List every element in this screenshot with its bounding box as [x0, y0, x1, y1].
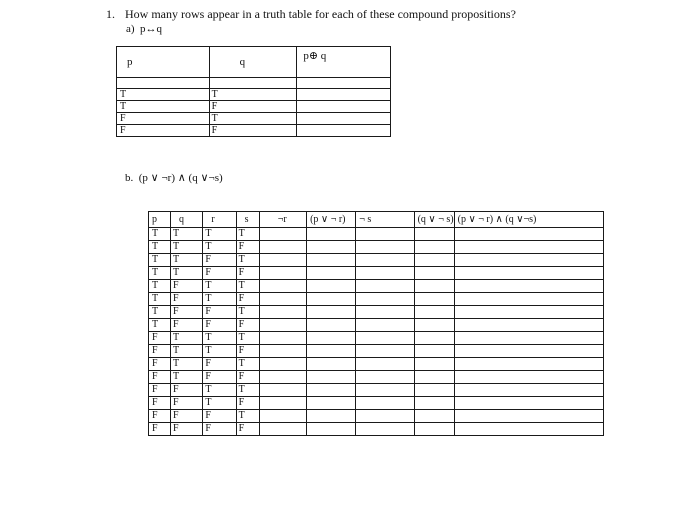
table-b-cell: T	[170, 241, 202, 254]
table-b-cell	[259, 267, 306, 280]
table-b-cell	[259, 241, 306, 254]
table-b-cell	[414, 228, 454, 241]
table-b-cell: T	[203, 384, 236, 397]
table-b-cell	[414, 345, 454, 358]
table-b-cell: F	[236, 345, 259, 358]
table-a-spacer-cell	[297, 78, 391, 89]
table-a-spacer-row	[117, 78, 391, 89]
table-b-header-cell: (q ∨ ¬ s)	[414, 212, 454, 228]
table-b-cell	[454, 423, 603, 436]
table-b-cell: T	[203, 241, 236, 254]
table-b-cell	[259, 410, 306, 423]
table-b-header-cell: ¬r	[259, 212, 306, 228]
table-b-cell	[259, 384, 306, 397]
table-b-cell: F	[236, 293, 259, 306]
table-b-cell	[454, 345, 603, 358]
table-b-cell	[307, 410, 356, 423]
table-b-cell	[356, 371, 414, 384]
table-b-cell	[414, 384, 454, 397]
table-b-cell	[356, 280, 414, 293]
table-b-cell	[356, 345, 414, 358]
table-b-row	[149, 371, 604, 384]
table-a-cell: F	[209, 101, 297, 113]
table-b-cell: F	[170, 397, 202, 410]
table-b-cell: F	[170, 423, 202, 436]
table-b-cell: F	[149, 423, 171, 436]
table-b-cell	[414, 241, 454, 254]
table-b-cell	[356, 306, 414, 319]
table-b-cell: F	[149, 397, 171, 410]
question-text: How many rows appear in a truth table for each of these compound propositions?	[125, 7, 516, 21]
table-b-cell	[259, 293, 306, 306]
table-b-header-cell: p	[149, 212, 171, 228]
table-b-cell	[414, 306, 454, 319]
table-b-cell	[414, 319, 454, 332]
table-a-spacer-cell	[117, 78, 210, 89]
table-b-cell	[454, 358, 603, 371]
table-b-cell: F	[236, 319, 259, 332]
table-a-row	[117, 101, 391, 113]
table-b-cell: F	[170, 410, 202, 423]
table-b-cell: T	[149, 293, 171, 306]
table-b-cell: T	[203, 280, 236, 293]
table-b-cell	[356, 241, 414, 254]
table-a-header-cell: p	[117, 47, 210, 78]
table-b-cell	[356, 254, 414, 267]
table-b-cell: F	[149, 410, 171, 423]
table-b-cell: T	[170, 267, 202, 280]
table-b-cell: F	[203, 410, 236, 423]
table-b-cell: F	[203, 423, 236, 436]
table-b-cell	[414, 280, 454, 293]
table-b-cell	[356, 384, 414, 397]
part-a-proposition: p↔q	[140, 23, 163, 35]
table-b-cell	[259, 306, 306, 319]
part-a-label: a)	[126, 23, 135, 35]
table-b-cell	[454, 280, 603, 293]
table-b-cell	[414, 267, 454, 280]
table-b-header-cell: q	[170, 212, 202, 228]
table-b-row	[149, 423, 604, 436]
table-a-cell: T	[209, 89, 297, 101]
table-b-cell: T	[236, 358, 259, 371]
table-b-cell	[414, 410, 454, 423]
table-b-header-cell: r	[203, 212, 236, 228]
table-b-cell: F	[203, 267, 236, 280]
table-a-cell: T	[117, 101, 210, 113]
truth-table-a	[116, 46, 391, 137]
table-b-cell: F	[236, 423, 259, 436]
table-a-cell: F	[209, 125, 297, 137]
table-b-cell: T	[149, 319, 171, 332]
table-b-cell: T	[170, 332, 202, 345]
table-b-cell	[454, 228, 603, 241]
table-b-cell: T	[203, 345, 236, 358]
table-b-cell: F	[149, 345, 171, 358]
table-b-row	[149, 384, 604, 397]
table-b-cell: T	[236, 306, 259, 319]
table-b-row	[149, 397, 604, 410]
table-b-cell	[454, 241, 603, 254]
table-b-cell	[259, 371, 306, 384]
table-b-cell: F	[236, 371, 259, 384]
table-b-cell: T	[149, 267, 171, 280]
table-b-row	[149, 358, 604, 371]
table-b-cell	[454, 384, 603, 397]
table-b-cell: T	[236, 384, 259, 397]
table-b-cell	[454, 410, 603, 423]
table-b-cell: T	[149, 306, 171, 319]
table-b-cell	[356, 319, 414, 332]
table-b-cell: T	[149, 228, 171, 241]
table-b-cell: F	[170, 306, 202, 319]
table-b-row	[149, 280, 604, 293]
table-b-header-row	[149, 212, 604, 228]
table-b-cell: T	[236, 332, 259, 345]
question-line	[106, 7, 516, 22]
table-b-cell	[454, 306, 603, 319]
table-b-cell: T	[149, 254, 171, 267]
table-a-cell: F	[117, 113, 210, 125]
table-b-cell	[454, 397, 603, 410]
table-a-cell	[297, 125, 391, 137]
table-a-row	[117, 89, 391, 101]
table-b-cell	[307, 332, 356, 345]
table-b-cell: F	[149, 384, 171, 397]
table-b-cell: F	[170, 293, 202, 306]
table-b-cell	[356, 332, 414, 345]
table-b-row	[149, 254, 604, 267]
table-b-cell	[259, 358, 306, 371]
table-b-cell	[307, 228, 356, 241]
table-b-header-cell: (p ∨ ¬ r)	[307, 212, 356, 228]
table-b-cell: F	[236, 397, 259, 410]
table-b-cell	[307, 423, 356, 436]
table-b-cell: T	[170, 228, 202, 241]
table-b-cell	[259, 319, 306, 332]
table-b-cell	[259, 280, 306, 293]
table-b-cell	[259, 397, 306, 410]
table-a-cell	[297, 101, 391, 113]
table-b-cell	[454, 332, 603, 345]
table-b-cell: F	[203, 358, 236, 371]
table-b-cell: T	[170, 345, 202, 358]
table-b-cell	[307, 306, 356, 319]
table-b-cell: T	[149, 280, 171, 293]
table-b-cell	[356, 228, 414, 241]
part-a-heading	[126, 23, 162, 35]
table-b-cell: T	[170, 371, 202, 384]
table-b-cell: F	[170, 384, 202, 397]
table-b-cell: F	[203, 319, 236, 332]
table-b-cell: T	[203, 397, 236, 410]
table-b-cell	[307, 280, 356, 293]
table-a-row	[117, 125, 391, 137]
table-a-cell	[297, 89, 391, 101]
table-b-cell	[356, 267, 414, 280]
table-b-row	[149, 293, 604, 306]
table-b-cell	[414, 397, 454, 410]
table-b-cell	[259, 228, 306, 241]
table-b-cell	[259, 345, 306, 358]
table-b-cell	[356, 423, 414, 436]
table-b-cell	[454, 371, 603, 384]
table-b-cell: F	[149, 371, 171, 384]
table-b-cell	[356, 397, 414, 410]
part-b-heading	[125, 171, 223, 184]
table-b-cell: F	[170, 319, 202, 332]
table-b-cell	[356, 410, 414, 423]
table-b-cell	[307, 319, 356, 332]
table-b-cell: T	[203, 228, 236, 241]
table-b-cell	[259, 332, 306, 345]
question-number: 1.	[106, 7, 115, 21]
table-b-cell	[307, 397, 356, 410]
table-b-cell: T	[203, 332, 236, 345]
table-a-spacer-cell	[209, 78, 297, 89]
table-b-cell	[414, 254, 454, 267]
table-b-cell: F	[149, 358, 171, 371]
table-b-cell	[307, 254, 356, 267]
table-b-header-cell: s	[236, 212, 259, 228]
table-b-cell: T	[236, 228, 259, 241]
table-b-cell	[356, 293, 414, 306]
table-b-cell: F	[236, 267, 259, 280]
table-a-cell	[297, 113, 391, 125]
truth-table-b	[148, 211, 604, 436]
table-b-cell	[307, 371, 356, 384]
table-b-cell	[307, 267, 356, 280]
table-b-cell: F	[149, 332, 171, 345]
table-b-cell: F	[203, 371, 236, 384]
table-b-row	[149, 267, 604, 280]
table-b-cell	[414, 371, 454, 384]
table-b-cell	[307, 345, 356, 358]
table-b-cell: F	[203, 254, 236, 267]
table-a-header-cell: q	[209, 47, 297, 78]
table-b-header-cell: ¬ s	[356, 212, 414, 228]
table-a-cell: F	[117, 125, 210, 137]
table-b-row	[149, 345, 604, 358]
table-b-cell	[454, 254, 603, 267]
table-a-cell: T	[209, 113, 297, 125]
table-a-header-cell: p⊕ q	[297, 47, 391, 78]
table-b-cell: T	[236, 254, 259, 267]
table-b-cell	[454, 293, 603, 306]
table-b-row	[149, 306, 604, 319]
table-b-cell: T	[203, 293, 236, 306]
table-a-row	[117, 113, 391, 125]
table-b-cell	[414, 358, 454, 371]
table-b-cell: T	[149, 241, 171, 254]
table-b-cell	[356, 358, 414, 371]
table-b-cell	[259, 423, 306, 436]
table-b-cell	[307, 293, 356, 306]
table-b-header-cell: (p ∨ ¬ r) ∧ (q ∨¬s)	[454, 212, 603, 228]
table-b-row	[149, 319, 604, 332]
part-b-proposition: (p ∨ ¬r) ∧ (q ∨¬s)	[138, 172, 223, 184]
table-b-cell	[307, 241, 356, 254]
table-b-row	[149, 241, 604, 254]
table-b-cell: F	[236, 241, 259, 254]
table-b-cell: T	[170, 254, 202, 267]
table-a-header-row	[117, 47, 391, 78]
table-b-row	[149, 228, 604, 241]
table-b-cell	[259, 254, 306, 267]
table-b-cell	[414, 423, 454, 436]
table-b-cell: T	[236, 280, 259, 293]
table-b-cell	[307, 384, 356, 397]
table-a-cell: T	[117, 89, 210, 101]
part-b-label: b.	[125, 172, 134, 184]
table-b-cell	[454, 319, 603, 332]
table-b-cell: F	[170, 280, 202, 293]
table-b-cell: T	[170, 358, 202, 371]
table-b-row	[149, 332, 604, 345]
table-b-cell: T	[236, 410, 259, 423]
table-b-cell: F	[203, 306, 236, 319]
table-b-cell	[454, 267, 603, 280]
table-b-row	[149, 410, 604, 423]
table-b-cell	[414, 332, 454, 345]
table-b-cell	[307, 358, 356, 371]
table-b-cell	[414, 293, 454, 306]
